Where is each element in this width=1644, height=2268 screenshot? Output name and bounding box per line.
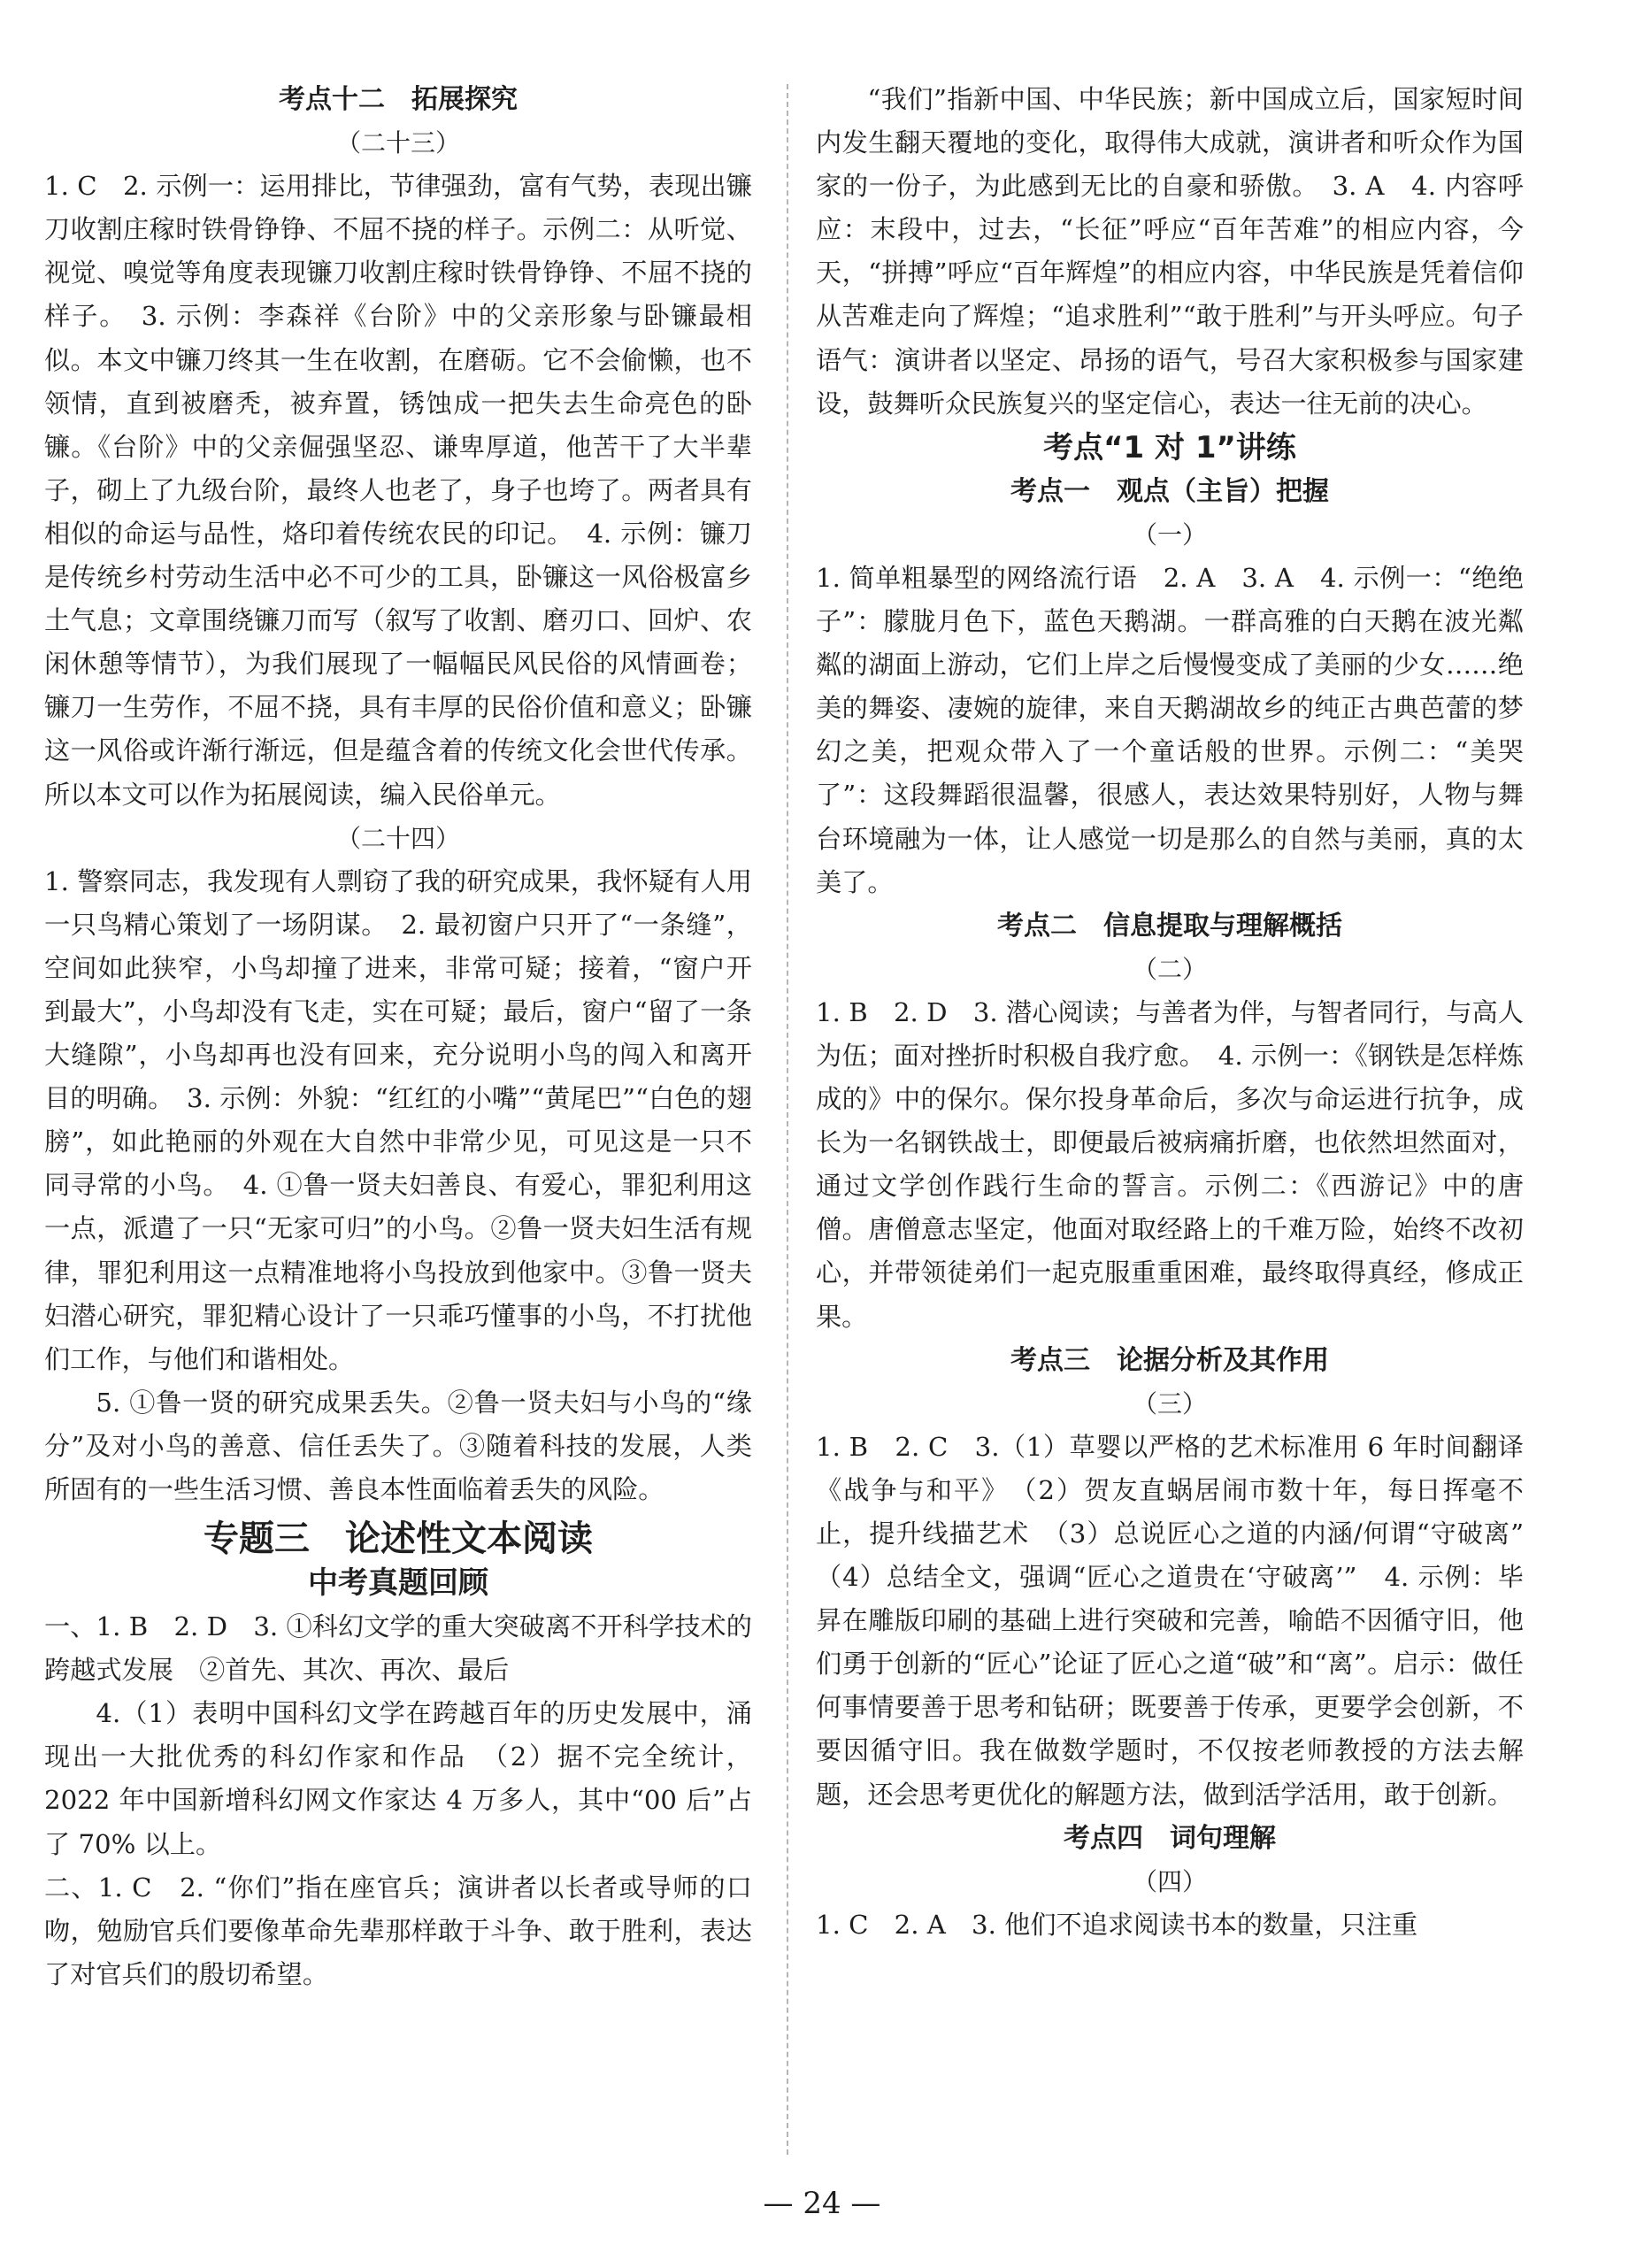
column-divider: [787, 84, 788, 2155]
answer-paragraph-2: 1. B 2. D 3. 潜心阅读；与善者为伴，与智者同行，与高人为伍；面对挫折时积极自我疗愈。 4. 示例一：《钢铁是怎样炼成的》中的保尔。保尔投身革命后，多次与命运进行抗争，成长为一名钢铁战士，即便最后被病痛折磨，也依然坦然面对，通过文学创作践行生命的誓言。示例二：《西游记》中的唐僧。唐僧意志坚定，他面对取经路上的千难万险，始终不改初心，并带领徒弟们一起克服重重困难，最终取得真经，修成正果。: [816, 996, 1524, 1332]
subheading-1: （一）: [1132, 519, 1207, 550]
page-number: — 24 —: [763, 2186, 881, 2221]
answer-paragraph-1: 1. 简单粗暴型的网络流行语 2. A 3. A 4. 示例一：“绝绝子”：朦胧月色下，蓝色天鹅湖。一群高雅的白天鹅在波光粼粼的湖面上游动，它们上岸之后慢慢变成了美丽的少女……绝美的舞姿、凄婉的旋律，来自天鹅湖故乡的纯正古典芭蕾的梦幻之美，把观众带入了一个童话般的世界。示例二：“美哭了”：这段舞蹈很温馨，很感人，表达效果特别好，人物与舞台环境融为一体，让人感觉一切是那么的自然与美丽，真的太美了。: [816, 562, 1524, 897]
section-heading-kaodian3: 考点三 论据分析及其作用: [1010, 1344, 1329, 1376]
left-column: [44, 78, 752, 1996]
subheading-3: （三）: [1132, 1388, 1207, 1418]
answer-paragraph-part1: 一、1. B 2. D 3. ①科幻文学的重大突破离不开科学技术的跨越式发展 ②首先、其次、再次、最后: [44, 1611, 752, 1686]
answer-paragraph-continued: “我们”指新中国、中华民族；新中国成立后，国家短时间内发生翻天覆地的变化，取得伟大成就，演讲者和听众作为国家的一份子，为此感到无比的自豪和骄傲。 3. A 4. 内容呼应：末段中，过去，“长征”呼应“百年苦难”的相应内容，今天，“拼搏”呼应“百年辉煌”的相应内容，中华民族是凭着信仰从苦难走向了辉煌；“追求胜利”“敢于胜利”与开头呼应。句子语气：演讲者以坚定、昂扬的语气，号召大家积极参与国家建设，鼓舞听众民族复兴的坚定信心，表达一往无前的决心。: [816, 84, 1524, 419]
answer-paragraph-part1-q4: 4.（1）表明中国科幻文学在跨越百年的历史发展中，涌现出一大批优秀的科幻作家和作品 （2）据不完全统计，2022 年中国新增科幻网文作家达 4 万多人，其中“00 后”占了 70% 以上。: [44, 1698, 752, 1859]
heading-zhongkao-review: 中考真题回顾: [308, 1565, 488, 1602]
answer-paragraph-3: 1. B 2. C 3.（1）草婴以严格的艺术标准用 6 年时间翻译《战争与和平》 （2）贺友直蜗居闹市数十年，每日挥毫不止，提升线描艺术 （3）总说匠心之道的内涵/何谓“守破离” （4）总结全文，强调“匠心之道贵在‘守破离’” 4. 示例：毕昇在雕版印刷的基础上进行突破和完善，喻皓不因循守旧，他们勇于创新的“匠心”论证了匠心之道“破”和“离”。启示：做任何事情要善于思考和钻研；既要善于传承，更要学会创新，不要因循守旧。我在做数学题时，不仅按老师教授的方法去解题，还会思考更优化的解题方法，做到活学活用，敢于创新。: [816, 1431, 1550, 1810]
section-heading-kaodian2: 考点二 信息提取与理解概括: [997, 910, 1342, 942]
section-heading-kaodian12: 考点十二 拓展探究: [279, 84, 518, 115]
answer-paragraph-4: 1. C 2. A 3. 他们不追求阅读书本的数量，只注重: [816, 1909, 1418, 1940]
answer-paragraph-24-q5: 5. ①鲁一贤的研究成果丢失。②鲁一贤夫妇与小鸟的“缘分”及对小鸟的善意、信任丢失了。③随着科技的发展，人类所固有的一些生活习惯、善良本性面临着丢失的风险。: [44, 1387, 752, 1504]
topic-heading-zhuanti3: 专题三 论述性文本阅读: [204, 1518, 593, 1560]
right-column: [816, 78, 1550, 1947]
answer-paragraph-part2: 二、1. C 2. “你们”指在座官兵；演讲者以长者或导师的口吻，勉励官兵们要像革命先辈那样敢于斗争、敢于胜利，表达了对官兵们的殷切希望。: [44, 1872, 752, 1989]
heading-1-on-1-practice: 考点“1 对 1”讲练: [1043, 429, 1296, 465]
subheading-4: （四）: [1132, 1866, 1207, 1896]
subheading-24: （二十四）: [335, 823, 460, 853]
section-heading-kaodian4: 考点四 词句理解: [1064, 1822, 1276, 1854]
answer-paragraph-24: 1. 警察同志，我发现有人剽窃了我的研究成果，我怀疑有人用一只鸟精心策划了一场阴谋。 2. 最初窗户只开了“一条缝”，空间如此狭窄，小鸟却撞了进来，非常可疑；接着，“窗户开到最大”，小鸟却没有飞走，实在可疑；最后，窗户“留了一条大缝隙”，小鸟却再也没有回来，充分说明小鸟的闯入和离开目的明确。 3. 示例：外貌：“红红的小嘴”“黄尾巴”“白色的翅膀”，如此艳丽的外观在大自然中非常少见，可见这是一只不同寻常的小鸟。 4. ①鲁一贤夫妇善良、有爱心，罪犯利用这一点，派遣了一只“无家可归”的小鸟。②鲁一贤夫妇生活有规律，罪犯利用这一点精准地将小鸟投放到他家中。③鲁一贤夫妇潜心研究，罪犯精心设计了一只乖巧懂事的小鸟，不打扰他们工作，与他们和谐相处。: [44, 865, 752, 1374]
subheading-23: （二十三）: [335, 128, 460, 158]
section-heading-kaodian1: 考点一 观点（主旨）把握: [1010, 475, 1329, 507]
answer-paragraph-23: 1. C 2. 示例一：运用排比，节律强劲，富有气势，表现出镰刀收割庄稼时铁骨铮铮、不屈不挠的样子。示例二：从听觉、视觉、嗅觉等角度表现镰刀收割庄稼时铁骨铮铮、不屈不挠的样子。 3. 示例：李森祥《台阶》中的父亲形象与卧镰最相似。本文中镰刀终其一生在收割，在磨砺。它不会偷懒，也不领情，直到被磨秃，被弃置，锈蚀成一把失去生命亮色的卧镰。《台阶》中的父亲倔强坚忍、谦卑厚道，他苦干了大半辈子，砌上了九级台阶，最终人也老了，身子也垮了。两者具有相似的命运与品性，烙印着传统农民的印记。 4. 示例：镰刀是传统乡村劳动生活中必不可少的工具，卧镰这一风俗极富乡土气息；文章围绕镰刀而写（叙写了收割、磨刃口、回炉、农闲休憩等情节），为我们展现了一幅幅民风民俗的风情画卷；镰刀一生劳作，不屈不挠，具有丰厚的民俗价值和意义；卧镰这一风俗或许渐行渐远，但是蕴含着的传统文化会世代传承。所以本文可以作为拓展阅读，编入民俗单元。: [44, 171, 752, 810]
subheading-2: （二）: [1132, 954, 1207, 984]
